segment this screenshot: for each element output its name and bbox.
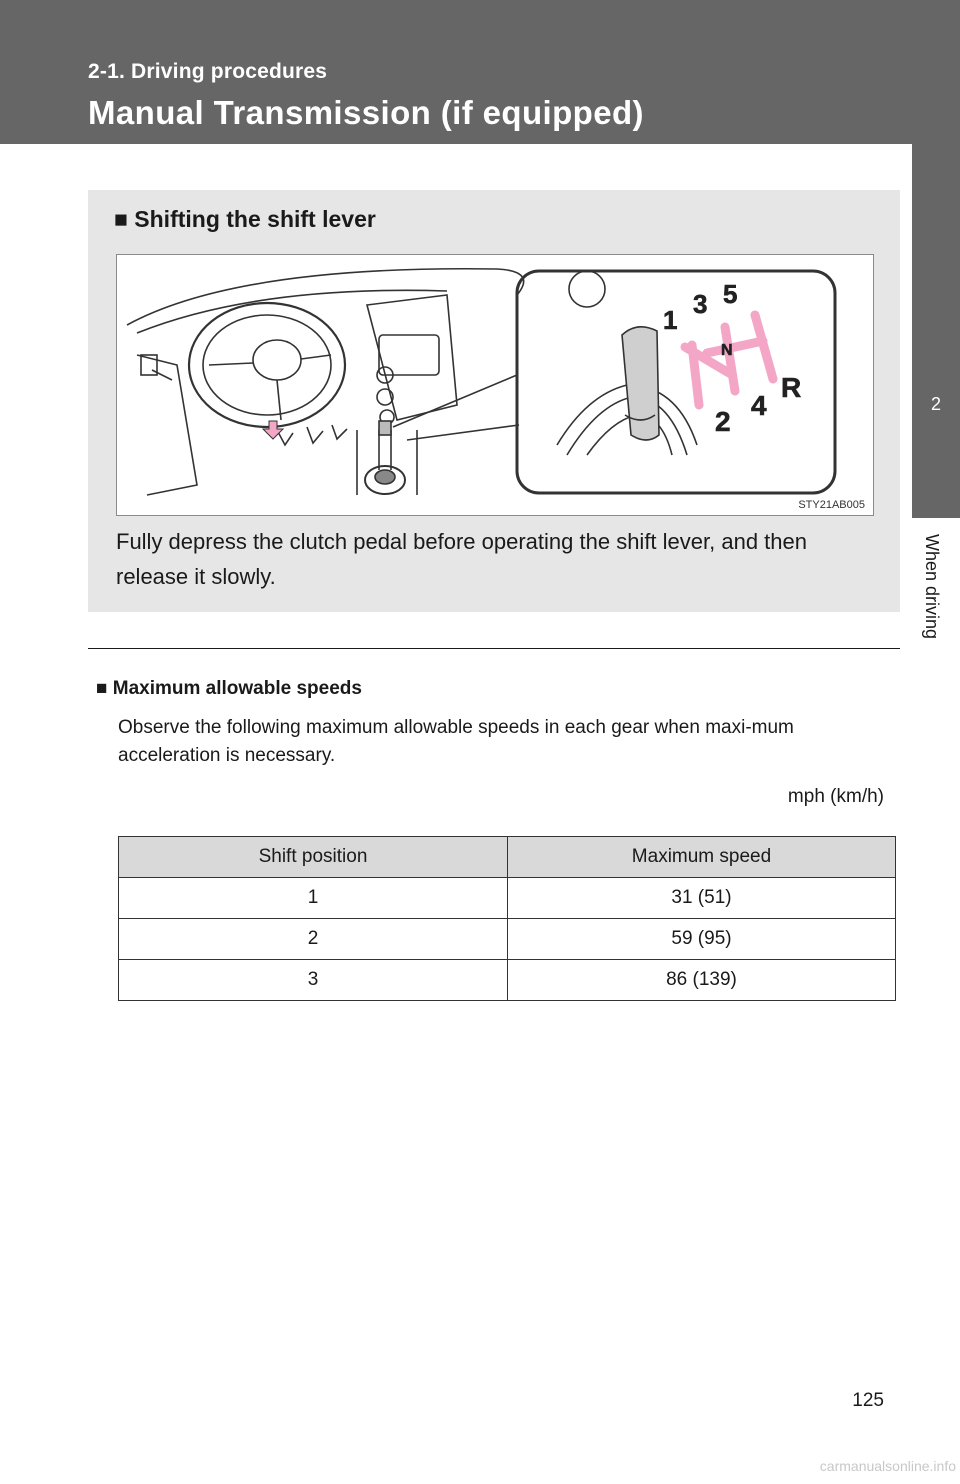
speeds-heading: ■ Maximum allowable speeds	[96, 678, 362, 699]
section-divider	[88, 648, 900, 649]
shift-position-cell: 3	[119, 960, 508, 1001]
shift-position-cell: 1	[119, 878, 508, 919]
page-header	[0, 0, 960, 144]
table-row	[119, 919, 896, 960]
gear-label-r: R	[781, 372, 802, 403]
speed-units: mph (km/h)	[787, 786, 884, 807]
gear-label-4: 4	[751, 390, 767, 421]
shift-position-cell: 2	[119, 919, 508, 960]
chapter-tab-block	[912, 144, 960, 518]
table-row	[119, 960, 896, 1001]
gear-label-5: 5	[723, 279, 738, 309]
gear-label-n: N	[721, 342, 733, 359]
max-speed-cell: 86 (139)	[508, 960, 896, 1001]
max-speed-cell: 59 (95)	[508, 919, 896, 960]
shift-lever-caption: Fully depress the clutch pedal before operating the shift lever, and then release it slowly.	[116, 529, 807, 589]
max-speed-table	[118, 836, 896, 1001]
section-label: 2-1. Driving procedures	[88, 60, 328, 83]
gear-label-1: 1	[663, 305, 678, 335]
chapter-label: When driving	[922, 534, 942, 640]
page-number: 125	[852, 1390, 884, 1411]
watermark: carmanualsonline.info	[819, 1458, 956, 1474]
dashboard-illustration	[117, 255, 873, 515]
shift-lever-heading: ■ Shifting the shift lever	[114, 206, 376, 232]
gear-label-2: 2	[715, 406, 731, 437]
table-row	[119, 878, 896, 919]
figure-code: STY21AB005	[798, 499, 865, 511]
shift-lever-figure	[116, 254, 874, 516]
column-header-shift-position: Shift position	[119, 837, 508, 878]
column-header-max-speed: Maximum speed	[508, 837, 896, 878]
max-speed-cell: 31 (51)	[508, 878, 896, 919]
shift-lever-box	[88, 190, 900, 612]
page-title: Manual Transmission (if equipped)	[88, 94, 644, 131]
speeds-body: Observe the following maximum allowable speeds in each gear when maxi-mum acceleration is necessary.	[118, 717, 794, 766]
table-header-row	[119, 837, 896, 878]
gear-label-3: 3	[693, 289, 708, 319]
chapter-number: 2	[930, 394, 941, 414]
